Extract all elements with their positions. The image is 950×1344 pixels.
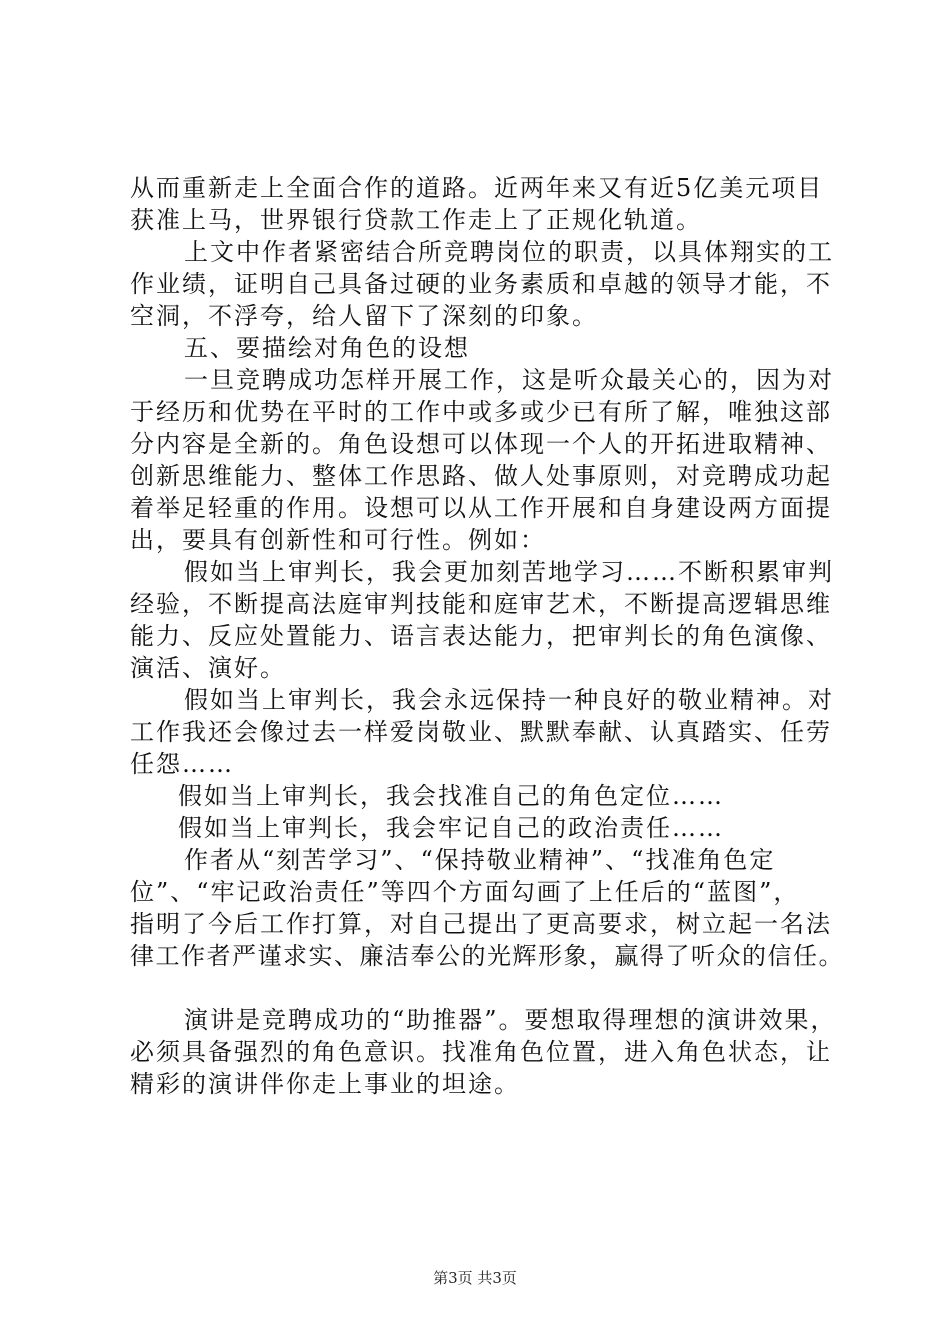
text-line: 能力、反应处置能力、语言表达能力，把审判长的角色演像、 xyxy=(130,622,832,650)
paragraph-gap xyxy=(130,972,850,1004)
text-line: 出，要具有创新性和可行性。例如： xyxy=(130,526,546,554)
text-line: 位”、“牢记政治责任”等四个方面勾画了上任后的“蓝图”， xyxy=(130,878,800,906)
text-line: 假如当上审判长，我会更加刻苦地学习……不断积累审判 xyxy=(184,558,834,586)
text-line: 工作我还会像过去一样爱岗敬业、默默奉献、认真踏实、任劳 xyxy=(130,718,832,746)
text-line: 着举足轻重的作用。设想可以从工作开展和自身建设两方面提 xyxy=(130,494,832,522)
document-body xyxy=(130,172,850,1100)
text-line: 必须具备强烈的角色意识。找准角色位置，进入角色状态，让 xyxy=(130,1038,832,1066)
text-line: 从而重新走上全面合作的道路。近两年来又有近5亿美元项目 xyxy=(130,174,824,202)
text-line: 作业绩，证明自己具备过硬的业务素质和卓越的领导才能，不 xyxy=(130,270,832,298)
text-line: 演讲是竞聘成功的“助推器”。要想取得理想的演讲效果， xyxy=(184,1006,837,1034)
text-line: 作者从“刻苦学习”、“保持敬业精神”、“找准角色定 xyxy=(184,846,776,874)
text-line: 获准上马，世界银行贷款工作走上了正规化轨道。 xyxy=(130,206,702,234)
section-heading: 五、要描绘对角色的设想 xyxy=(184,334,470,362)
text-line: 创新思维能力、整体工作思路、做人处事原则，对竞聘成功起 xyxy=(130,462,832,490)
text-line: 假如当上审判长，我会永远保持一种良好的敬业精神。对 xyxy=(184,686,834,714)
text-line: 经验，不断提高法庭审判技能和庭审艺术，不断提高逻辑思维 xyxy=(130,590,832,618)
text-line: 一旦竞聘成功怎样开展工作，这是听众最关心的，因为对 xyxy=(184,366,834,394)
text-line: 指明了今后工作打算，对自己提出了更高要求，树立起一名法 xyxy=(130,910,832,938)
text-line: 分内容是全新的。角色设想可以体现一个人的开拓进取精神、 xyxy=(130,430,832,458)
page-footer: 第3页 共3页 xyxy=(433,1269,517,1287)
text-line: 于经历和优势在平时的工作中或多或少已有所了解，唯独这部 xyxy=(130,398,832,426)
text-line: 演活、演好。 xyxy=(130,654,286,682)
text-line: 空洞，不浮夸，给人留下了深刻的印象。 xyxy=(130,302,598,330)
text-line: 精彩的演讲伴你走上事业的坦途。 xyxy=(130,1070,520,1098)
text-line: 假如当上审判长，我会找准自己的角色定位…… xyxy=(178,782,724,810)
text-line: 任怨…… xyxy=(130,750,234,778)
text-line: 上文中作者紧密结合所竞聘岗位的职责，以具体翔实的工 xyxy=(184,238,834,266)
text-line: 律工作者严谨求实、廉洁奉公的光辉形象，赢得了听众的信任。 xyxy=(130,942,844,970)
text-line: 假如当上审判长，我会牢记自己的政治责任…… xyxy=(178,814,724,842)
